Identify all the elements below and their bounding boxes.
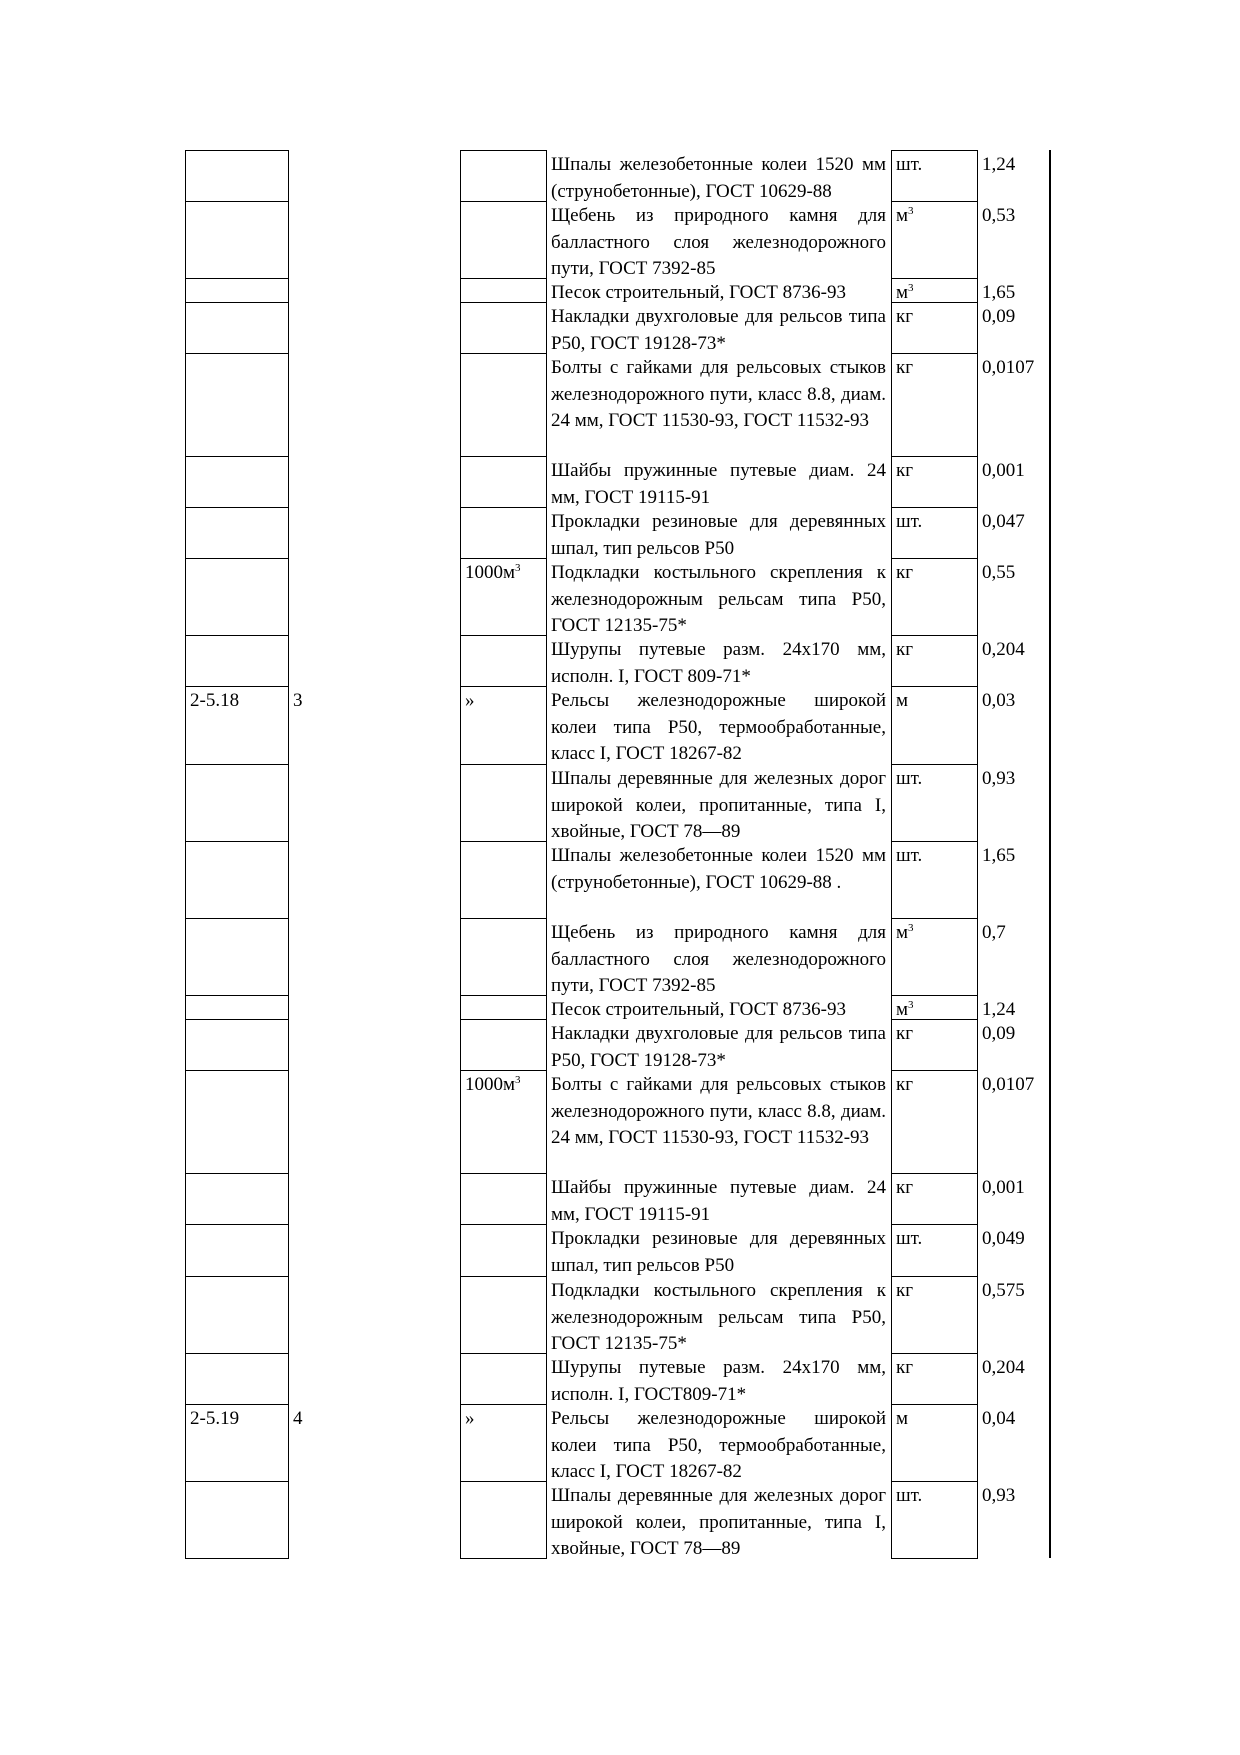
qty-cell	[977, 558, 1049, 635]
qty-text: 0,09	[982, 1023, 1016, 1044]
meas-cell	[460, 1276, 546, 1353]
qty-text: 0,55	[982, 562, 1016, 583]
code-cell	[185, 150, 288, 201]
desc-cell	[546, 201, 891, 278]
desc-text: Накладки двухголовые для рельсов типа Р50, ГОСТ 19128-73*	[551, 306, 886, 353]
num-text: 4	[293, 1408, 303, 1429]
qty-cell	[977, 278, 1049, 302]
unit-cell	[891, 918, 977, 995]
meas-cell	[460, 764, 546, 841]
desc-text: Шайбы пружинные путевые диам. 24 мм, ГОСТ 19115-91	[551, 460, 886, 507]
meas-cell	[460, 1404, 546, 1481]
desc-text: Шпалы железобетонные колеи 1520 мм (струнобетонные), ГОСТ 10629-88	[551, 154, 886, 201]
unit-cell	[891, 764, 977, 841]
desc-cell	[546, 353, 891, 456]
desc-text: Щебень из природного камня для балластного слоя железнодорожного пути, ГОСТ 7392-85	[551, 205, 886, 278]
unit-text: кг	[896, 1357, 914, 1378]
code-cell	[185, 1276, 288, 1353]
meas-cell	[460, 201, 546, 278]
num-cell	[288, 278, 460, 302]
qty-text: 0,53	[982, 205, 1016, 226]
unit-text: кг	[896, 1177, 914, 1198]
unit-text: шт.	[896, 768, 923, 789]
unit-text: шт.	[896, 1228, 923, 1249]
qty-text: 0,001	[982, 1177, 1025, 1198]
meas-cell	[460, 686, 546, 764]
unit-cell	[891, 1070, 977, 1173]
meas-text: 1000м	[465, 562, 516, 583]
meas-text: »	[465, 690, 475, 711]
desc-cell	[546, 1224, 891, 1276]
meas-cell	[460, 1173, 546, 1224]
meas-cell	[460, 1481, 546, 1558]
desc-cell	[546, 635, 891, 686]
desc-text: Подкладки костыльного скрепления к железнодорожным рельсам типа Р50, ГОСТ 12135-75*	[551, 562, 886, 635]
meas-cell	[460, 841, 546, 918]
qty-cell	[977, 150, 1049, 201]
qty-text: 1,24	[982, 154, 1016, 175]
num-cell	[288, 918, 460, 995]
meas-cell	[460, 507, 546, 558]
desc-text: Прокладки резиновые для деревянных шпал, тип рельсов Р50	[551, 511, 886, 558]
qty-text: 0,047	[982, 511, 1025, 532]
code-cell	[185, 507, 288, 558]
unit-cell	[891, 353, 977, 456]
unit-superscript: 3	[908, 999, 914, 1011]
code-cell	[185, 1353, 288, 1404]
code-text: 2-5.18	[190, 690, 240, 711]
desc-text: Шпалы железобетонные колеи 1520 мм (струнобетонные), ГОСТ 10629-88 .	[551, 845, 886, 893]
num-cell	[288, 1404, 460, 1481]
num-cell	[288, 1276, 460, 1353]
meas-cell	[460, 278, 546, 302]
unit-cell	[891, 456, 977, 507]
num-cell	[288, 456, 460, 507]
code-cell	[185, 1173, 288, 1224]
meas-cell	[460, 635, 546, 686]
qty-text: 0,93	[982, 768, 1016, 789]
meas-cell	[460, 150, 546, 201]
unit-text: м	[896, 999, 909, 1019]
code-cell	[185, 686, 288, 764]
unit-text: м	[896, 205, 909, 226]
desc-cell	[546, 1173, 891, 1224]
qty-cell	[977, 1353, 1049, 1404]
desc-cell	[546, 1404, 891, 1481]
code-cell	[185, 995, 288, 1019]
unit-text: шт.	[896, 154, 923, 175]
code-cell	[185, 456, 288, 507]
meas-superscript: 3	[515, 1074, 521, 1086]
code-cell	[185, 302, 288, 353]
desc-cell	[546, 995, 891, 1019]
qty-cell	[977, 686, 1049, 764]
desc-text: Шурупы путевые разм. 24х170 мм, исполн. I, ГОСТ809-71*	[551, 1357, 886, 1404]
code-cell	[185, 918, 288, 995]
desc-text: Песок строительный, ГОСТ 8736-93	[551, 999, 846, 1019]
num-text: 3	[293, 690, 303, 711]
meas-cell	[460, 456, 546, 507]
meas-cell	[460, 558, 546, 635]
qty-cell	[977, 353, 1049, 456]
qty-text: 0,575	[982, 1280, 1025, 1301]
unit-cell	[891, 995, 977, 1019]
qty-cell	[977, 995, 1049, 1019]
num-cell	[288, 841, 460, 918]
qty-cell	[977, 1019, 1049, 1070]
qty-text: 0,001	[982, 460, 1025, 481]
num-cell	[288, 302, 460, 353]
qty-cell	[977, 918, 1049, 995]
qty-text: 0,7	[982, 922, 1006, 943]
unit-cell	[891, 686, 977, 764]
num-cell	[288, 1019, 460, 1070]
meas-cell	[460, 1224, 546, 1276]
qty-cell	[977, 841, 1049, 918]
code-cell	[185, 764, 288, 841]
desc-text: Рельсы железнодорожные широкой колеи типа Р50, термообработанные, класс I, ГОСТ 18267-82	[551, 1408, 886, 1481]
unit-cell	[891, 1173, 977, 1224]
desc-cell	[546, 764, 891, 841]
unit-text: м	[896, 922, 909, 943]
desc-cell	[546, 1276, 891, 1353]
code-cell	[185, 841, 288, 918]
num-cell	[288, 1173, 460, 1224]
desc-text: Шайбы пружинные путевые диам. 24 мм, ГОСТ 19115-91	[551, 1177, 886, 1224]
code-cell	[185, 278, 288, 302]
desc-cell	[546, 686, 891, 764]
unit-text: м	[896, 1408, 909, 1429]
num-cell	[288, 201, 460, 278]
unit-cell	[891, 1404, 977, 1481]
qty-cell	[977, 1173, 1049, 1224]
meas-cell	[460, 1019, 546, 1070]
unit-cell	[891, 635, 977, 686]
num-cell	[288, 150, 460, 201]
num-cell	[288, 1070, 460, 1173]
unit-text: кг	[896, 639, 914, 660]
code-cell	[185, 1019, 288, 1070]
unit-cell	[891, 150, 977, 201]
unit-cell	[891, 201, 977, 278]
meas-text: 1000м	[465, 1074, 516, 1095]
code-cell	[185, 558, 288, 635]
unit-text: м	[896, 690, 909, 711]
unit-cell	[891, 841, 977, 918]
qty-cell	[977, 456, 1049, 507]
num-cell	[288, 1353, 460, 1404]
num-cell	[288, 558, 460, 635]
qty-cell	[977, 1404, 1049, 1481]
meas-cell	[460, 918, 546, 995]
qty-text: 1,24	[982, 999, 1016, 1019]
qty-cell	[977, 764, 1049, 841]
code-text: 2-5.19	[190, 1408, 240, 1429]
qty-text: 0,93	[982, 1485, 1016, 1506]
unit-superscript: 3	[908, 922, 914, 934]
desc-cell	[546, 1353, 891, 1404]
unit-text: кг	[896, 1280, 914, 1301]
unit-cell	[891, 1224, 977, 1276]
num-cell	[288, 1481, 460, 1558]
desc-cell	[546, 302, 891, 353]
unit-superscript: 3	[908, 205, 914, 217]
qty-text: 1,65	[982, 845, 1016, 866]
desc-cell	[546, 918, 891, 995]
num-cell	[288, 507, 460, 558]
unit-cell	[891, 1353, 977, 1404]
desc-text: Подкладки костыльного скрепления к железнодорожным рельсам типа Р50, ГОСТ 12135-75*	[551, 1280, 886, 1353]
meas-superscript: 3	[515, 562, 521, 574]
unit-superscript: 3	[908, 282, 914, 294]
desc-cell	[546, 558, 891, 635]
qty-text: 0,204	[982, 1357, 1025, 1378]
desc-text: Щебень из природного камня для балластного слоя железнодорожного пути, ГОСТ 7392-85	[551, 922, 886, 995]
qty-cell	[977, 1224, 1049, 1276]
unit-text: кг	[896, 1023, 914, 1044]
desc-cell	[546, 841, 891, 918]
unit-text: шт.	[896, 845, 923, 866]
desc-text: Накладки двухголовые для рельсов типа Р50, ГОСТ 19128-73*	[551, 1023, 886, 1070]
code-cell	[185, 353, 288, 456]
code-cell	[185, 1481, 288, 1558]
qty-cell	[977, 302, 1049, 353]
qty-text: 1,65	[982, 282, 1016, 302]
unit-cell	[891, 302, 977, 353]
unit-text: кг	[896, 460, 914, 481]
desc-cell	[546, 1019, 891, 1070]
unit-cell	[891, 507, 977, 558]
qty-text: 0,09	[982, 306, 1016, 327]
qty-cell	[977, 1276, 1049, 1353]
num-cell	[288, 635, 460, 686]
qty-text: 0,04	[982, 1408, 1016, 1429]
qty-cell	[977, 507, 1049, 558]
unit-cell	[891, 1019, 977, 1070]
qty-text: 0,049	[982, 1228, 1025, 1249]
desc-text: Рельсы железнодорожные широкой колеи типа Р50, термообработанные, класс I, ГОСТ 18267-82	[551, 690, 886, 764]
qty-text: 0,03	[982, 690, 1016, 711]
qty-cell	[977, 201, 1049, 278]
unit-cell	[891, 1276, 977, 1353]
num-cell	[288, 353, 460, 456]
meas-cell	[460, 353, 546, 456]
code-cell	[185, 635, 288, 686]
desc-text: Песок строительный, ГОСТ 8736-93	[551, 282, 846, 302]
code-cell	[185, 1404, 288, 1481]
desc-text: Шурупы путевые разм. 24х170 мм, исполн. I, ГОСТ 809-71*	[551, 639, 886, 686]
desc-text: Шпалы деревянные для железных дорог широкой колеи, пропитанные, типа I, хвойные, ГОСТ 78—89	[551, 768, 886, 841]
desc-text: Шпалы деревянные для железных дорог широкой колеи, пропитанные, типа I, хвойные, ГОСТ 78—89	[551, 1485, 886, 1558]
unit-text: кг	[896, 306, 914, 327]
qty-text: 0,0107	[982, 357, 1035, 378]
desc-text: Болты с гайками для рельсовых стыков железнодорожного пути, класс 8.8, диам. 24 мм, ГОСТ 11530-93, ГОСТ 11532-93	[551, 1074, 886, 1148]
num-cell	[288, 686, 460, 764]
qty-cell	[977, 635, 1049, 686]
code-cell	[185, 1224, 288, 1276]
desc-text: Прокладки резиновые для деревянных шпал, тип рельсов Р50	[551, 1228, 886, 1276]
unit-text: м	[896, 282, 909, 302]
meas-cell	[460, 1353, 546, 1404]
qty-cell	[977, 1070, 1049, 1173]
qty-cell	[977, 1481, 1049, 1558]
meas-cell	[460, 1070, 546, 1173]
unit-text: шт.	[896, 511, 923, 532]
code-cell	[185, 1070, 288, 1173]
desc-cell	[546, 456, 891, 507]
desc-cell	[546, 150, 891, 201]
num-cell	[288, 764, 460, 841]
unit-cell	[891, 1481, 977, 1558]
desc-cell	[546, 1070, 891, 1173]
unit-cell	[891, 558, 977, 635]
desc-cell	[546, 278, 891, 302]
unit-cell	[891, 278, 977, 302]
qty-text: 0,204	[982, 639, 1025, 660]
meas-cell	[460, 302, 546, 353]
qty-text: 0,0107	[982, 1074, 1035, 1095]
num-cell	[288, 1224, 460, 1276]
unit-text: кг	[896, 1074, 914, 1095]
table-right-border	[1049, 150, 1051, 1558]
unit-text: кг	[896, 357, 914, 378]
unit-text: шт.	[896, 1485, 923, 1506]
desc-cell	[546, 1481, 891, 1558]
desc-cell	[546, 507, 891, 558]
unit-text: кг	[896, 562, 914, 583]
meas-text: »	[465, 1408, 475, 1429]
meas-cell	[460, 995, 546, 1019]
num-cell	[288, 995, 460, 1019]
desc-text: Болты с гайками для рельсовых стыков железнодорожного пути, класс 8.8, диам. 24 мм, ГОСТ 11530-93, ГОСТ 11532-93	[551, 357, 886, 431]
code-cell	[185, 201, 288, 278]
